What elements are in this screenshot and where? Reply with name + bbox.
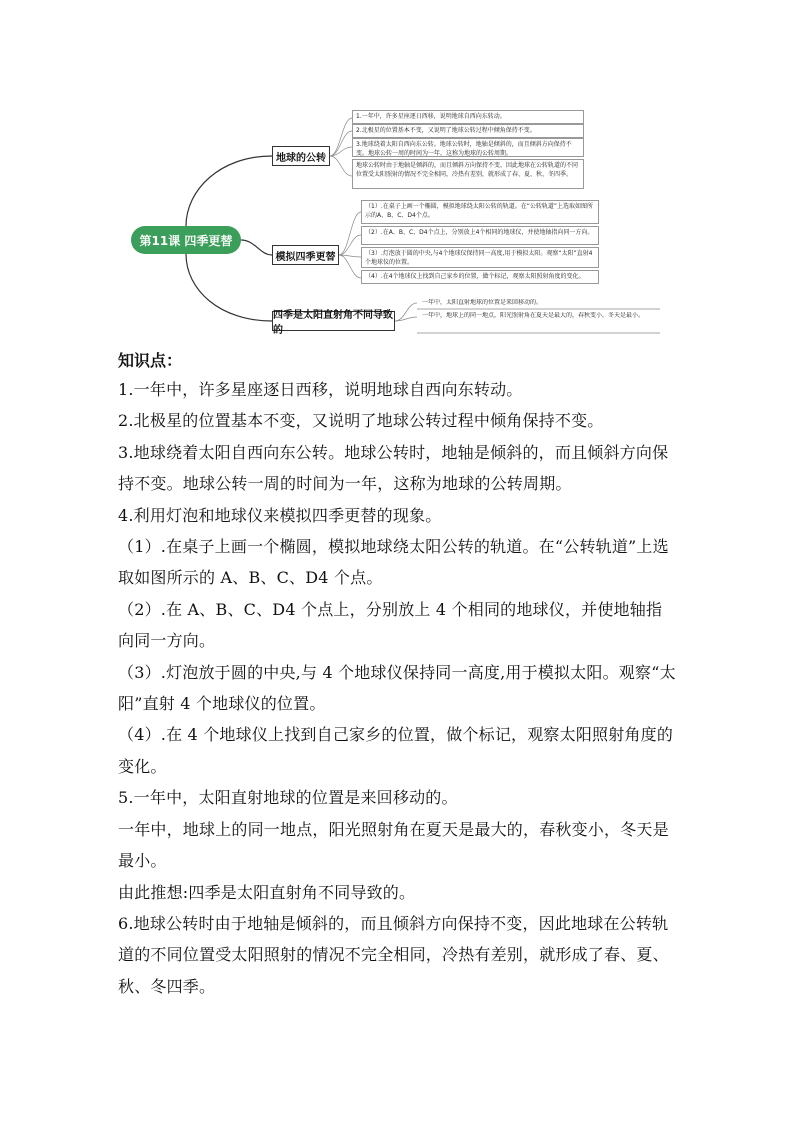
paragraph-3: 3.地球绕着太阳自西向东公转。地球公转时，地轴是倾斜的，而且倾斜方向保持不变。地球公转一周的时间为一年，这称为地球的公转周期。	[118, 442, 669, 494]
leaf-cause-2: 一年中，地球上的同一地点，阳光照射角在夏天是最大的，春秋变小，冬天是最小。	[422, 312, 645, 319]
leaf-orbit-4: 地球公转时由于地轴是倾斜的，而且倾斜方向保持不变，因此地球在公转轨道的不同位置受太阳照射的情况不完全相同，冷热有差别，就形成了春、夏、秋、冬四季。	[352, 159, 584, 189]
paragraph-4-1: （1）.在桌子上画一个椭圆，模拟地球绕太阳公转的轨道。在“公转轨道”上选取如图所示的 A、B、C、D4 个点。	[118, 537, 669, 588]
leaf-simulate-2: （2）.在A、B、C、D4个点上，分别放上4个相同的地球仪，并使地轴指向同一方向。	[361, 226, 599, 245]
paragraph-6: 6.地球公转时由于地轴是倾斜的，而且倾斜方向保持不变，因此地球在公转轨道的不同位置受太阳照射的情况不完全相同，冷热有差别，就形成了春、夏、秋、冬四季。	[118, 913, 669, 996]
leaf-cause-1: 一年中，太阳直射地球的位置是来回移动的。	[422, 299, 543, 306]
paragraph-2: 2.北极星的位置基本不变，又说明了地球公转过程中倾角保持不变。	[118, 411, 604, 431]
leaf-orbit-1: 1.一年中，许多星座逐日西移，说明地球自西向东转动。	[352, 110, 584, 124]
leaf-simulate-1: （1）.在桌子上画一个椭圆，模拟地球绕太阳公转的轨道。在“公转轨道”上选取如图所示的A、B、C、D4个点。	[361, 200, 599, 224]
paragraph-4-2: （2）.在 A、B、C、D4 个点上，分别放上 4 个相同的地球仪，并使地轴指向同一方向。	[118, 599, 663, 651]
knowledge-points	[118, 348, 678, 1002]
branch-seasons-cause: 四季是太阳直射角不同导致的	[273, 310, 393, 336]
paragraph-4: 4.利用灯泡和地球仪来模拟四季更替的现象。	[118, 505, 442, 525]
mind-map	[0, 0, 794, 345]
branch-earth-orbit: 地球的公转	[272, 146, 330, 166]
paragraph-inference: 由此推想:四季是太阳直射角不同导致的。	[118, 882, 416, 902]
leaf-orbit-2: 2.北极星的位置基本不变，又说明了地球公转过程中倾角保持不变。	[352, 124, 584, 138]
paragraph-5-detail: 一年中，地球上的同一地点，阳光照射角在夏天是最大的，春秋变小，冬天是最小。	[118, 819, 669, 871]
branch-simulate-seasons: 模拟四季更替	[272, 245, 339, 265]
mindmap-root: 第11课 四季更替	[131, 226, 241, 254]
leaf-simulate-3: （3）.灯泡放于圆的中央,与4个地球仪保持同一高度,用于模拟太阳。观察“太阳”直射4个地球仪的位置。	[361, 247, 599, 268]
section-heading: 知识点：	[118, 351, 183, 370]
leaf-orbit-3: 3.地球绕着太阳自西向东公转。地球公转时，地轴是倾斜的，而且倾斜方向保持不变。地球公转一周的时间为一年，这称为地球的公转周期。	[352, 138, 584, 157]
paragraph-1: 1.一年中，许多星座逐日西移，说明地球自西向东转动。	[118, 380, 523, 399]
paragraph-5: 5.一年中，太阳直射地球的位置是来回移动的。	[118, 788, 458, 808]
paragraph-4-3: （3）.灯泡放于圆的中央,与 4 个地球仪保持同一高度,用于模拟太阳。观察“太阳”直射 4 个地球仪的位置。	[118, 662, 676, 714]
leaf-simulate-4: （4）.在4个地球仪上找到自己家乡的位置，做个标记，观察太阳照射角度的变化。	[361, 270, 599, 284]
paragraph-4-4: （4）.在 4 个地球仪上找到自己家乡的位置，做个标记，观察太阳照射角度的变化。	[118, 725, 674, 776]
